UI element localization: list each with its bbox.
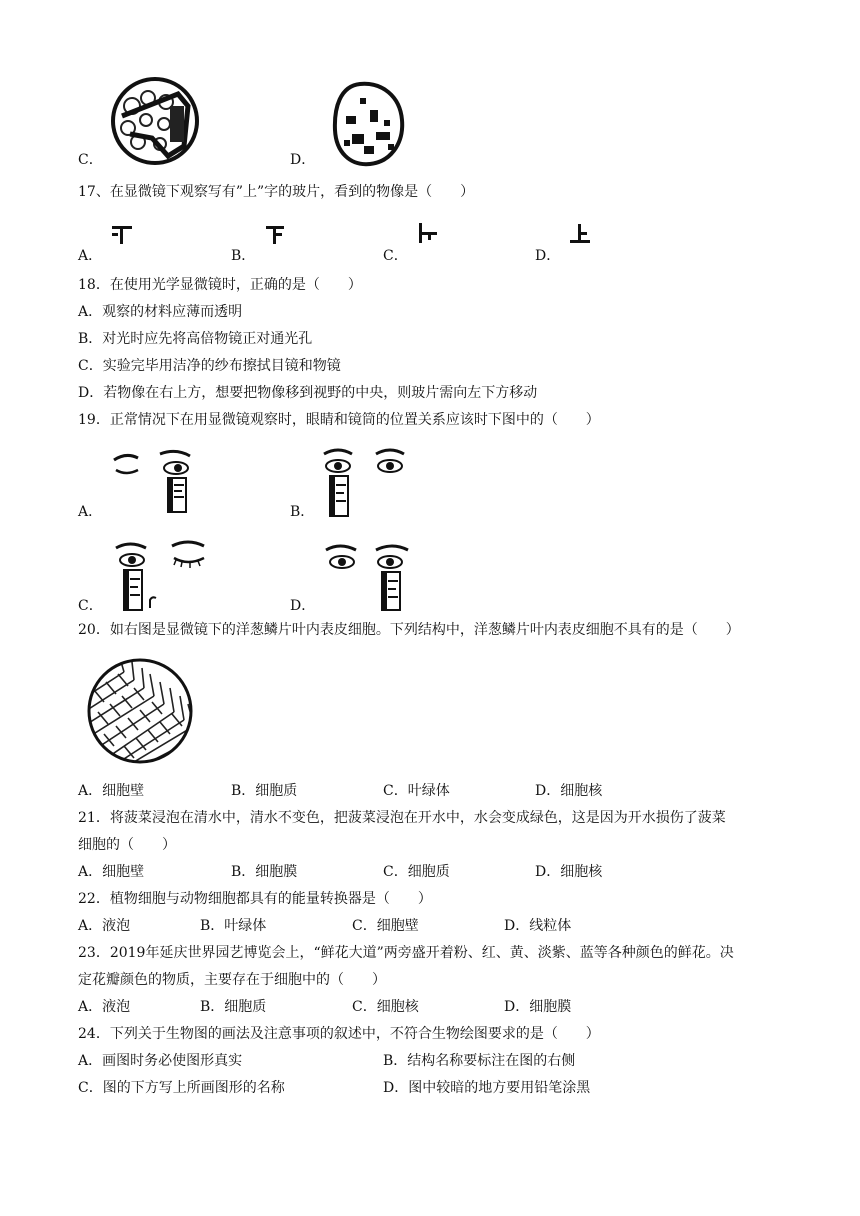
q19-option-c-figure xyxy=(110,538,220,612)
q19-option-a-figure xyxy=(108,444,204,514)
q21-option-c[interactable]: C．细胞质 xyxy=(383,864,450,880)
q20-option-d[interactable]: D．细胞核 xyxy=(535,783,603,799)
q16-option-d-label[interactable]: D． xyxy=(290,152,316,168)
q17-stem: 17、在显微镜下观察写有”上”字的玻片，看到的物像是（ ） xyxy=(78,184,475,200)
q17-option-c-glyph xyxy=(414,220,444,248)
q21-stem-line1: 21．将菠菜浸泡在清水中，清水不变色，把菠菜浸泡在开水中，水会变成绿色，这是因为开水损伤了菠菜 xyxy=(78,810,726,826)
q24-option-b[interactable]: B．结构名称要标注在图的右侧 xyxy=(383,1053,576,1069)
q19-option-a-label[interactable]: A． xyxy=(78,504,103,520)
q24-stem: 24．下列关于生物图的画法及注意事项的叙述中，不符合生物绘图要求的是（ ） xyxy=(78,1026,600,1042)
q20-option-b[interactable]: B．细胞质 xyxy=(231,783,298,799)
q19-option-b-label[interactable]: B． xyxy=(290,504,315,520)
q18-stem: 18．在使用光学显微镜时，正确的是（ ） xyxy=(78,277,362,293)
q22-option-d[interactable]: D．线粒体 xyxy=(504,918,572,934)
q16-option-c-label[interactable]: C． xyxy=(78,152,103,168)
q23-option-a[interactable]: A．液泡 xyxy=(78,999,131,1015)
q24-option-c[interactable]: C．图的下方写上所画图形的名称 xyxy=(78,1080,285,1096)
q23-stem-line2: 定花瓣颜色的物质，主要存在于细胞中的（ ） xyxy=(78,972,386,988)
q22-stem: 22．植物细胞与动物细胞都具有的能量转换器是（ ） xyxy=(78,891,432,907)
q18-option-d[interactable]: D．若物像在右上方，想要把物像移到视野的中央，则玻片需向左下方移动 xyxy=(78,385,538,401)
q17-option-b-label[interactable]: B． xyxy=(231,248,256,264)
q17-option-d-glyph xyxy=(566,220,596,248)
q19-option-c-label[interactable]: C． xyxy=(78,598,103,614)
q23-stem-line1: 23．2019年延庆世界园艺博览会上，“鲜花大道”两旁盛开着粉、红、黄、淡紫、蓝等各种颜色的鲜花。决 xyxy=(78,945,734,961)
q16-option-d-figure xyxy=(330,80,406,166)
q24-option-d[interactable]: D．图中较暗的地方要用铅笔涂黑 xyxy=(383,1080,591,1096)
q17-option-a-label[interactable]: A． xyxy=(78,248,103,264)
q23-option-d[interactable]: D．细胞膜 xyxy=(504,999,572,1015)
q24-option-a[interactable]: A．画图时务必使图形真实 xyxy=(78,1053,243,1069)
q21-option-b[interactable]: B．细胞膜 xyxy=(231,864,298,880)
q18-option-c[interactable]: C．实验完毕用洁净的纱布擦拭目镜和物镜 xyxy=(78,358,341,374)
q17-option-b-glyph xyxy=(262,222,292,248)
q17-option-d-label[interactable]: D． xyxy=(535,248,561,264)
q19-option-b-figure xyxy=(318,442,414,518)
q20-stem: 20．如右图是显微镜下的洋葱鳞片叶内表皮细胞。下列结构中，洋葱鳞片叶内表皮细胞不具有的是（ ） xyxy=(78,622,740,638)
q20-onion-cell-figure xyxy=(84,654,196,768)
q17-option-a-glyph xyxy=(108,222,138,248)
q22-option-a[interactable]: A．液泡 xyxy=(78,918,131,934)
q22-option-c[interactable]: C．细胞壁 xyxy=(352,918,419,934)
q19-option-d-figure xyxy=(320,540,416,612)
q23-option-b[interactable]: B．细胞质 xyxy=(200,999,267,1015)
q21-option-a[interactable]: A．细胞壁 xyxy=(78,864,145,880)
q20-option-a[interactable]: A．细胞壁 xyxy=(78,783,145,799)
q23-option-c[interactable]: C．细胞核 xyxy=(352,999,419,1015)
q20-option-c[interactable]: C．叶绿体 xyxy=(383,783,450,799)
q22-option-b[interactable]: B．叶绿体 xyxy=(200,918,267,934)
q21-stem-line2: 细胞的（ ） xyxy=(78,837,176,853)
q21-option-d[interactable]: D．细胞核 xyxy=(535,864,603,880)
q18-option-a[interactable]: A．观察的材料应薄而透明 xyxy=(78,304,243,320)
q17-option-c-label[interactable]: C． xyxy=(383,248,408,264)
q18-option-b[interactable]: B．对光时应先将高倍物镜正对通光孔 xyxy=(78,331,313,347)
q19-option-d-label[interactable]: D． xyxy=(290,598,316,614)
q19-stem: 19．正常情况下在用显微镜观察时，眼睛和镜筒的位置关系应该时下图中的（ ） xyxy=(78,412,600,428)
q16-option-c-figure xyxy=(108,76,202,166)
